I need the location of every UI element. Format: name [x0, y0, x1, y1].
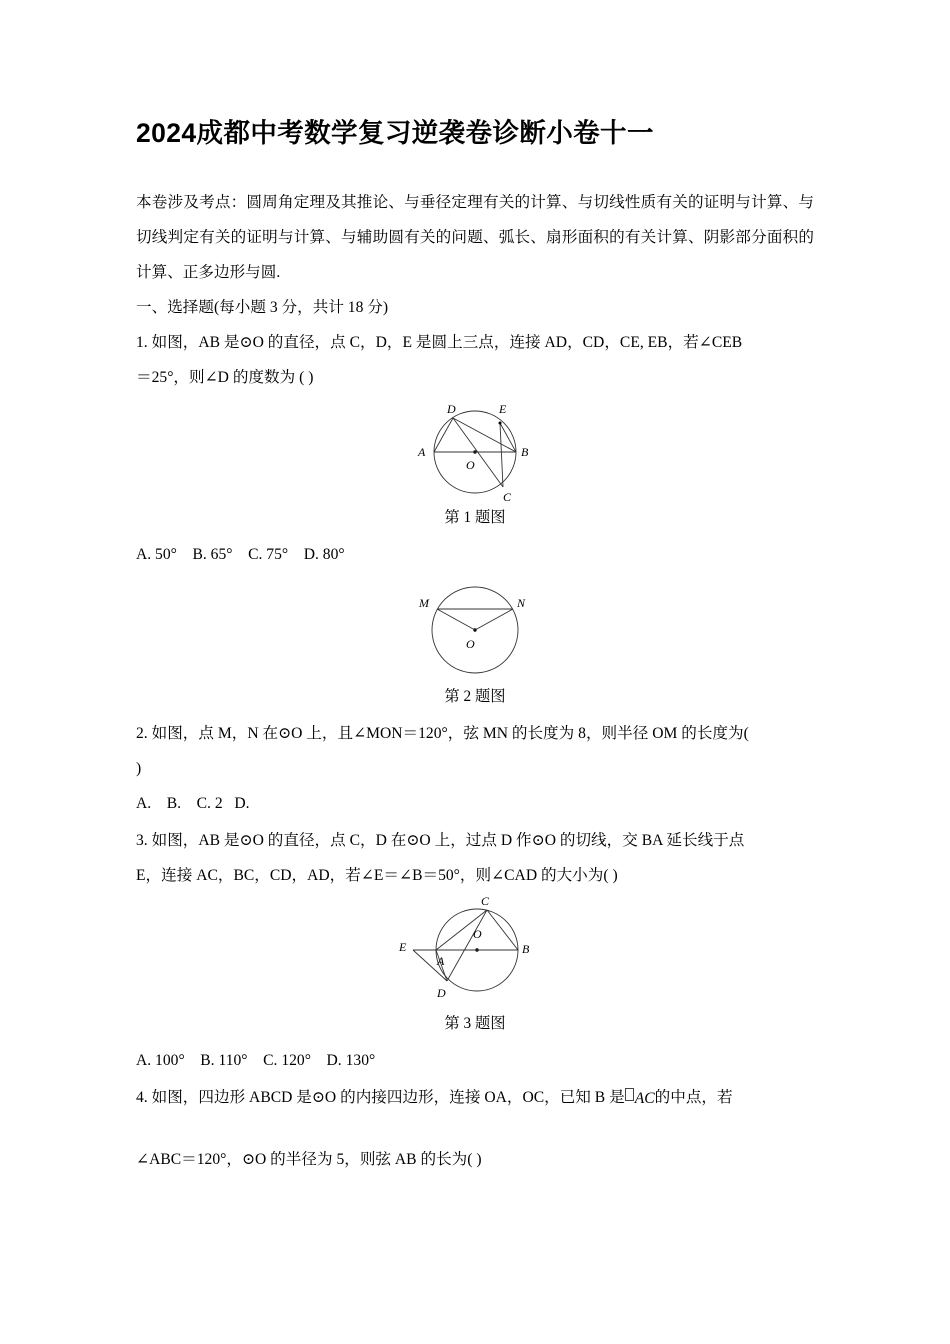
- figure-1-label-E: E: [499, 401, 507, 416]
- figure-3-label-C: C: [481, 893, 490, 908]
- question-4-line-1: [136, 1080, 814, 1116]
- figure-2-label-O: O: [466, 636, 475, 651]
- arc-notation: [625, 1081, 655, 1116]
- question-1-line-2: ＝25°，则∠D 的度数为 ( ): [136, 368, 314, 386]
- page-title: 2024成都中考数学复习逆袭卷诊断小卷十一: [136, 118, 654, 148]
- question-4-text-after-arc: 的中点，若: [654, 1088, 733, 1106]
- question-2-line-1: 2. 如图，点 M，N 在⊙O 上，且∠MON＝120°，弦 MN 的长度为 8，则半径 OM 的长度为(: [136, 724, 749, 742]
- question-2-line-2: ): [136, 759, 142, 777]
- question-4-line-2: ∠ABC＝120°，⊙O 的半径为 5，则弦 AB 的长为( ): [136, 1150, 482, 1168]
- missing-glyph-box: [625, 1088, 634, 1101]
- question-3-line-2: E，连接 AC，BC，CD，AD，若∠E＝∠B＝50°，则∠CAD 的大小为( ): [136, 866, 618, 884]
- figure-3-drawing: [395, 893, 555, 1011]
- figure-1-label-B: B: [521, 444, 529, 459]
- figure-1-drawing: [400, 395, 550, 505]
- figure-3-label-O: O: [473, 926, 482, 941]
- figure-2-drawing: [400, 572, 550, 684]
- figure-2: [136, 572, 814, 684]
- section-heading-choice: 一、选择题(每小题 3 分，共计 18 分): [136, 298, 389, 316]
- question-1-options: A. 50° B. 65° C. 75° D. 80°: [136, 545, 345, 563]
- figure-1-label-O: O: [466, 457, 475, 472]
- question-4-spacer: [136, 1116, 814, 1142]
- figure-1: [136, 395, 814, 505]
- figure-3: [136, 893, 814, 1011]
- figure-1-label-C: C: [503, 489, 512, 504]
- figure-2-caption: 第 2 题图: [444, 687, 506, 705]
- figure-1-label-A: A: [418, 444, 426, 459]
- question-3-options: A. 100° B. 110° C. 120° D. 130°: [136, 1051, 376, 1069]
- question-3-line-1: 3. 如图，AB 是⊙O 的直径，点 C，D 在⊙O 上，过点 D 作⊙O 的切线，交 BA 延长线于点: [136, 831, 745, 849]
- figure-3-label-B: B: [522, 941, 530, 956]
- question-1-line-1: 1. 如图，AB 是⊙O 的直径，点 C，D，E 是圆上三点，连接 AD，CD，CE, EB，若∠CEB: [136, 333, 743, 351]
- question-2-options: A. B. C. 2 D.: [136, 794, 250, 812]
- figure-3-caption: 第 3 题图: [444, 1014, 506, 1032]
- figure-1-label-D: D: [447, 401, 456, 416]
- figure-3-label-D: D: [437, 985, 446, 1000]
- figure-3-label-E: E: [399, 939, 407, 954]
- exam-scope-paragraph: 本卷涉及考点：圆周角定理及其推论、与垂径定理有关的计算、与切线性质有关的证明与计算、与切线判定有关的证明与计算、与辅助圆有关的问题、弧长、扇形面积的有关计算、阴影部分面积的计算、正多边形与圆.: [136, 193, 814, 281]
- question-4-text-before-arc: 4. 如图，四边形 ABCD 是⊙O 的内接四边形，连接 OA，OC，已知 B 是: [136, 1088, 625, 1106]
- arc-endpoints-label: AC: [634, 1089, 655, 1107]
- figure-1-caption: 第 1 题图: [444, 508, 506, 526]
- figure-2-label-M: M: [419, 595, 429, 610]
- figure-3-label-A: A: [437, 953, 445, 968]
- figure-2-label-N: N: [517, 595, 526, 610]
